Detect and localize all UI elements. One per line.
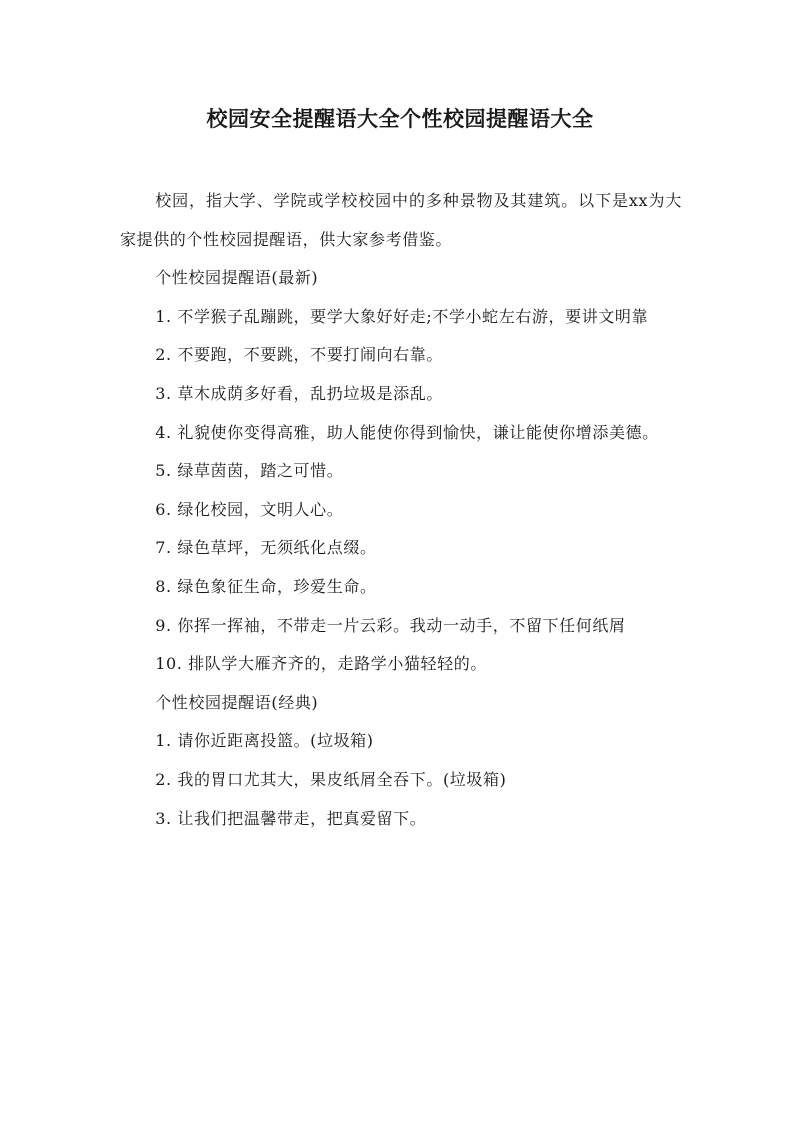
list-item: 1. 不学猴子乱蹦跳，要学大象好好走;不学小蛇左右游，要讲文明靠 — [155, 306, 649, 326]
list-item: 9. 你挥一挥袖，不带走一片云彩。我动一动手，不留下任何纸屑 — [155, 615, 626, 635]
list-item: 7. 绿色草坪，无须纸化点缀。 — [155, 538, 377, 558]
section-heading-classic: 个性校园提醒语(经典) — [155, 692, 319, 712]
list-item: 1. 请你近距离投篮。(垃圾箱) — [155, 731, 374, 751]
list-item: 3. 让我们把温馨带走，把真爱留下。 — [155, 808, 427, 828]
list-item: 10. 排队学大雁齐齐的，走路学小猫轻轻的。 — [155, 654, 487, 674]
document-title: 校园安全提醒语大全个性校园提醒语大全 — [206, 106, 594, 131]
list-item: 8. 绿色象征生命，珍爱生命。 — [155, 576, 377, 596]
list-item: 6. 绿化校园，文明人心。 — [155, 499, 344, 519]
intro-paragraph: 校园，指大学、学院或学校校园中的多种景物及其建筑。以下是xx为大家提供的个性校园提醒语，供大家参考借鉴。 — [120, 191, 682, 249]
document-body — [120, 182, 682, 838]
list-item: 2. 我的胃口尤其大，果皮纸屑全吞下。(垃圾箱) — [155, 769, 507, 789]
list-item: 4. 礼貌使你变得高雅，助人能使你得到愉快，谦让能使你增添美德。 — [155, 422, 659, 442]
section-heading-latest: 个性校园提醒语(最新) — [155, 268, 319, 288]
list-item: 2. 不要跑，不要跳，不要打闹向右靠。 — [155, 345, 443, 365]
list-item: 5. 绿草茵茵，踏之可惜。 — [155, 461, 344, 481]
list-item: 3. 草木成荫多好看，乱扔垃圾是添乱。 — [155, 383, 443, 403]
